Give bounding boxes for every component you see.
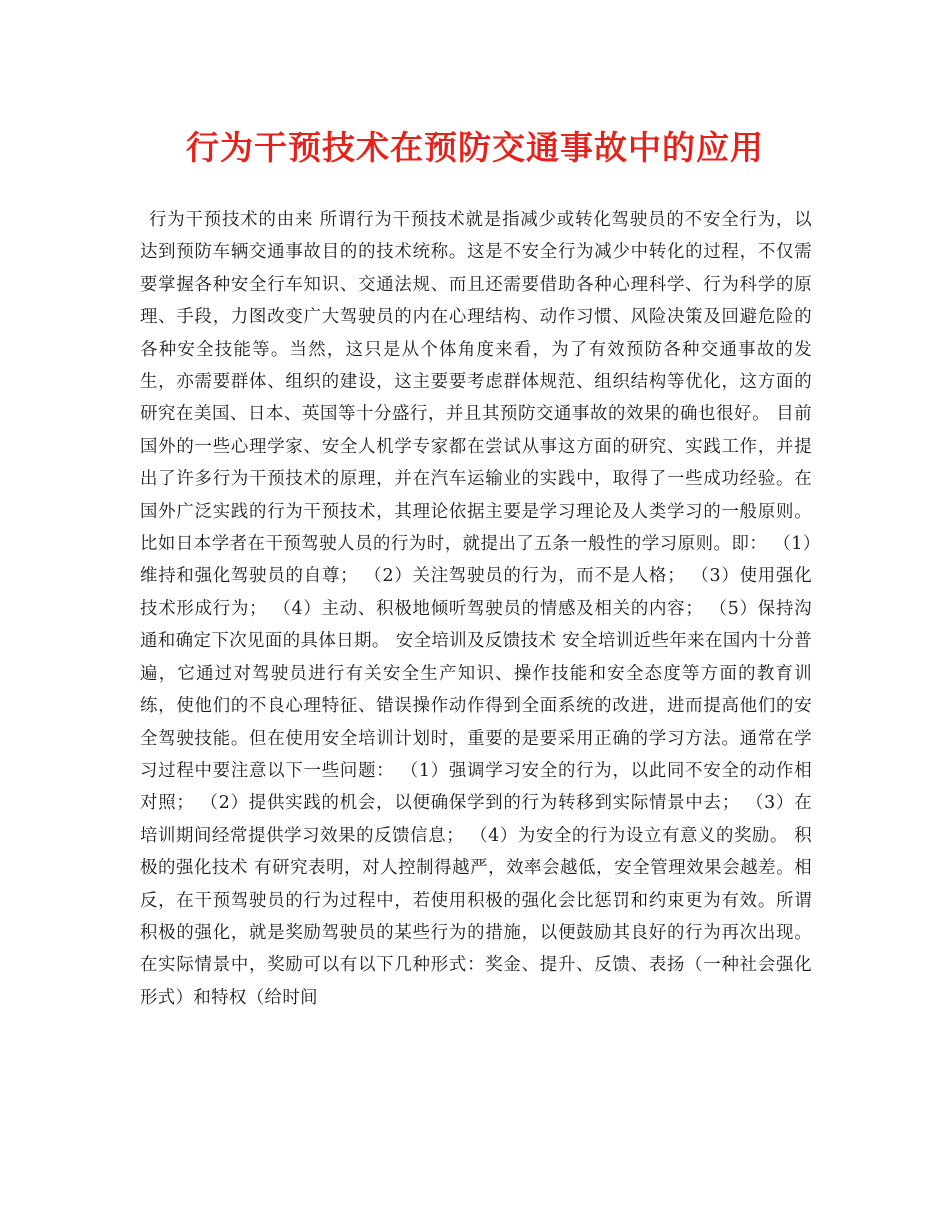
document-title: 行为干预技术在预防交通事故中的应用 [186,128,764,167]
document-body: 行为干预技术的由来 所谓行为干预技术就是指减少或转化驾驶员的不安全行为，以达到预防车辆交通事故目的的技术统称。这是不安全行为减少中转化的过程，不仅需要掌握各种安全行车知识、交通法规、而且还需要借助各种心理科学、行为科学的原理、手段，力图改变广大驾驶员的内在心理结构、动作习惯、风险决策及回避危险的各种安全技能等。当然，这只是从个体角度来看，为了有效预防各种交通事故的发生，亦需要群体、组织的建设，这主要要考虑群体规范、组织结构等优化，这方面的研究在美国、日本、英国等十分盛行，并且其预防交通事故的效果的确也很好。 目前国外的一些心理学家、安全人机学专家都在尝试从事这方面的研究、实践工作，并提出了许多行为干预技术的原理，并在汽车运输业的实践中，取得了一些成功经验。在国外广泛实践的行为干预技术，其理论依据主要是学习理论及人类学习的一般原则。比如日本学者在干预驾驶人员的行为时，就提出了五条一般性的学习原则。即： （1）维持和强化驾驶员的自尊； （2）关注驾驶员的行为，而不是人格； （3）使用强化技术形成行为； （4）主动、积极地倾听驾驶员的情感及相关的内容； （5）保持沟通和确定下次见面的具体日期。 安全培训及反馈技术 安全培训近些年来在国内十分普遍，它通过对驾驶员进行有关安全生产知识、操作技能和安全态度等方面的教育训练，使他们的不良心理特征、错误操作动作得到全面系统的改进，进而提高他们的安全驾驶技能。但在使用安全培训计划时，重要的是要采用正确的学习方法。通常在学习过程中要注意以下一些问题： （1）强调学习安全的行为，以此同不安全的动作相对照； （2）提供实践的机会，以便确保学到的行为转移到实际情景中去； （3）在培训期间经常提供学习效果的反馈信息； （4）为安全的行为设立有意义的奖励。 积极的强化技术 有研究表明，对人控制得越严，效率会越低，安全管理效果会越差。相反，在干预驾驶员的行为过程中，若使用积极的强化会比惩罚和约束更为有效。所谓积极的强化，就是奖励驾驶员的某些行为的措施，以便鼓励其良好的行为再次出现。在实际情景中，奖励可以有以下几种形式：奖金、提升、反馈、表扬（一种社会强化形式）和特权（给时间 [140,210,812,1008]
